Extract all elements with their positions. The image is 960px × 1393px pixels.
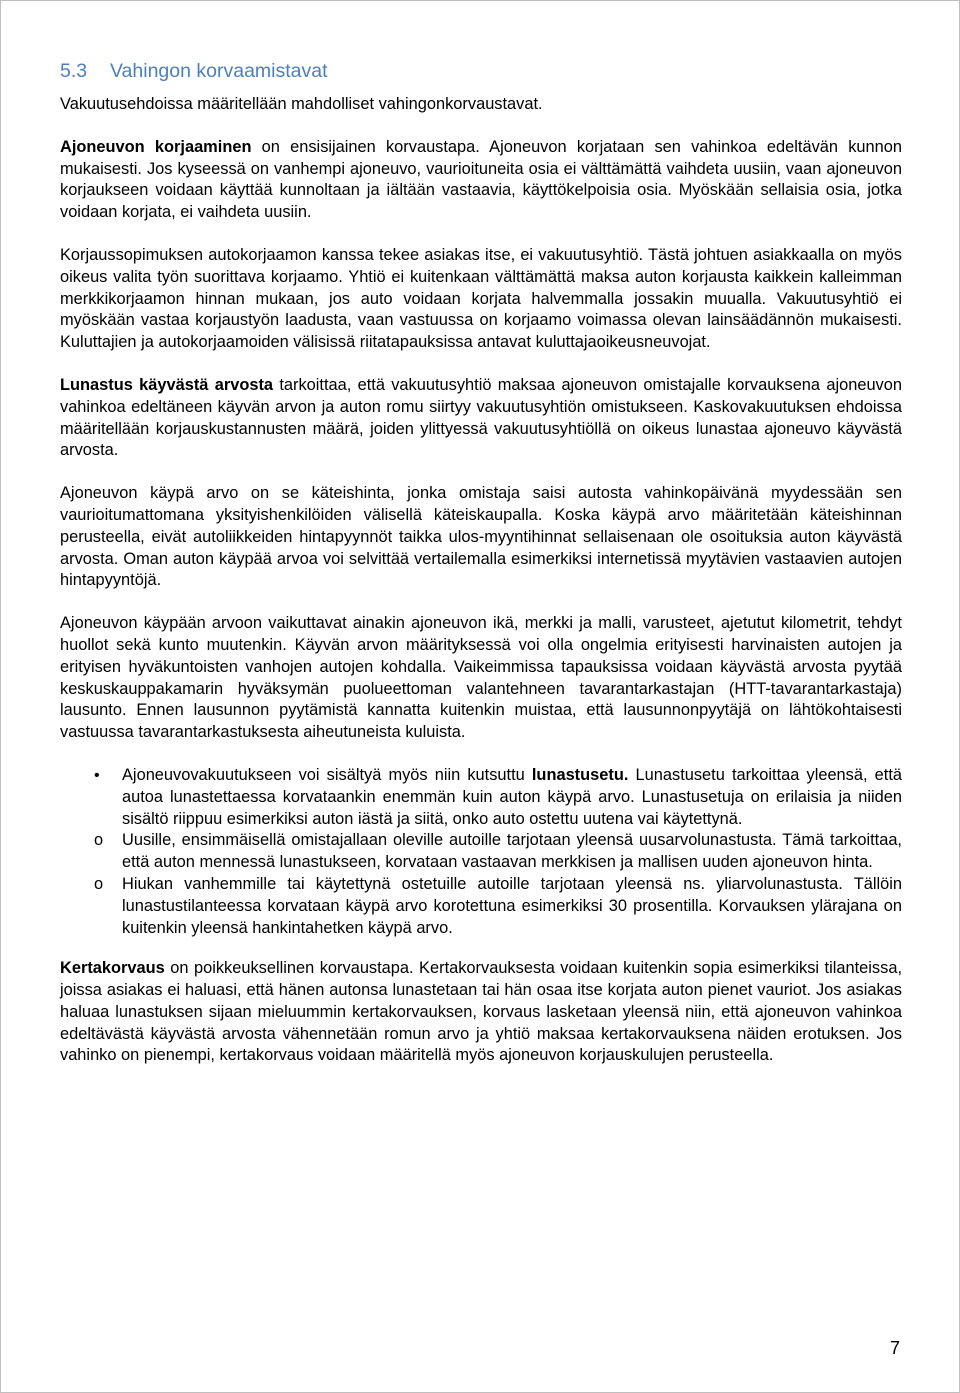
repair-term: Ajoneuvon korjaaminen: [60, 137, 252, 156]
sub-list: [94, 830, 902, 939]
section-heading: [60, 58, 902, 84]
bullet-before: Ajoneuvovakuutukseen voi sisältyä myös niin kutsuttu: [122, 765, 532, 784]
section-number: 5.3: [60, 60, 88, 82]
page-number: 7: [889, 1338, 900, 1358]
redemption-text: tarkoittaa, että vakuutusyhtiö maksaa ajoneuvon omistajalle korvauksena ajoneuvon vahinkoa edeltäneen käyvän arvon ja auton romu siirtyy vakuutusyhtiön omistukseen. Kaskovakuutuksen ehdoissa määritellään korjauskustannusten määrä, joiden ylittyessä vakuutusyhtiöllä on oikeus lunastaa ajoneuvo käyvästä arvosta.: [60, 375, 902, 460]
lump-sum-term: Kertakorvaus: [60, 959, 165, 978]
redemption-term: Lunastus käyvästä arvosta: [60, 375, 274, 394]
bullet-marker: •: [94, 766, 100, 784]
repair-text: on ensisijainen korvaustapa. Ajoneuvon korjataan sen vahinkoa edeltävän kunnon mukaisesti. Jos kyseessä on vanhempi ajoneuvo, vaurioituneita osia ei välttämättä vaihdeta uusiin, vaan ajoneuvon korjaukseen voidaan käyttää kunnoltaan ja iältään vastaavia, käyttökelpoisia osia. Myöskään sellaisia osia, jotka voidaan korjata, ei vaihdeta uusiin.: [60, 137, 902, 222]
sub-list-item: [60, 874, 902, 939]
bullet-list: [60, 765, 902, 939]
lump-sum-text: on poikkeuksellinen korvaustapa. Kertakorvauksesta voidaan kuitenkin sopia esimerkiksi tilanteissa, joissa asiakas ei haluasi, että hänen autonsa lunastetaan tai hän osaa itse korjata auton pienet vauriot. Jos asiakas haluaa lunastuksen sijaan mieluummin kertakorvauksen, korvaus lasketaan yleensä niin, että ajoneuvon vahinkoa edeltävästä käyvästä arvosta vähennetään romun arvo ja yhtiö maksaa kertakorvauksena näiden erotuksen. Jos vahinko on pienempi, kertakorvaus voidaan määritellä myös ajoneuvon korjauskulujen perusteella.: [60, 959, 902, 1065]
sub-item-text: Hiukan vanhemmille tai käytettynä ostetuille autoille tarjotaan yleensä ns. yliarvolunastusta. Tällöin lunastustilanteessa korvataan käypä arvo korotettuna esimerkiksi 30 prosentilla. Korvauksen ylärajana on kuitenkin yleensä hankintahetken käypä arvo.: [122, 874, 902, 937]
sub-item-text: Uusille, ensimmäisellä omistajallaan oleville autoille tarjotaan yleensä uusarvolunastusta. Tämä tarkoittaa, että auton mennessä lunastukseen, korvataan vastaavan merkkisen ja mallisen uuden ajoneuvon hinta.: [122, 831, 902, 872]
lump-sum-paragraph: [60, 958, 902, 1067]
list-item: [60, 765, 902, 939]
sub-marker: o: [94, 874, 104, 893]
document-body: [60, 58, 902, 1088]
intro-paragraph: Vakuutusehdoissa määritellään mahdolliset vahingonkorvaustavat.: [60, 95, 543, 113]
sub-list-item: [60, 830, 902, 874]
fair-value-paragraph: Ajoneuvon käypä arvo on se käteishinta, jonka omistaja saisi autosta vahinkopäivänä myydessään sen vaurioitumattomana yksityishenkilöiden välisellä käteiskaupalla. Koska käypä arvo määritetään käteishinnan perusteella, eivät autoliikkeiden hintapyynnöt taikka ulos-myyntihinnat sellaisenaan ole osoituksia auton käyvästä arvosta. Oman auton käypää arvoa voi selvittää vertailemalla esimerkiksi internetissä myytävien vastaavien autojen hintapyyntöjä.: [60, 484, 902, 590]
contract-paragraph: Korjaussopimuksen autokorjaamon kanssa tekee asiakas itse, ei vakuutusyhtiö. Tästä johtuen asiakkaalla on myös oikeus valita työn suorittava korjaamo. Yhtiö ei kuitenkaan välttämättä maksa auton korjausta kaikkein kalleimman merkkikorjaamon hinnan mukaan, jos auto voidaan korjata halvemmalla jossakin muualla. Vakuutusyhtiö ei myöskään vastaa korjaustyön laadusta, vaan vastuussa on korjaamo voimassa olevan lainsäädännön mukaisesti. Kuluttajien ja autokorjaamoiden välisissä riitatapauksissa antavat kuluttajaoikeusneuvojat.: [60, 245, 902, 352]
repair-paragraph: [60, 137, 902, 224]
redemption-paragraph: [60, 375, 902, 462]
sub-marker: o: [94, 831, 104, 850]
factors-paragraph: Ajoneuvon käypään arvoon vaikuttavat ainakin ajoneuvon ikä, merkki ja malli, varusteet, ajetutut kilometrit, tehdyt huollot sekä kunto muutenkin. Käyvän arvon määrityksessä voi olla ongelmia erityisesti harvinaisten autojen ja erityisen hyväkuntoisten vanhojen autojen kohdalla. Vaikeimmissa tapauksissa voidaan käyvästä arvosta pyytää keskuskauppakamarin hyväksymän puolueettoman valantehneen tavarantarkastajan (HTT-tavarantarkastaja) lausunto. Ennen lausunnon pyytämistä kannatta kuitenkin muistaa, että lausunnonpyytäjä on lähtökohtaisesti vastuussa tavarantarkastuksesta aiheutuneista kuluista.: [60, 614, 902, 742]
bullet-term: lunastusetu.: [531, 765, 629, 784]
section-title: Vahingon korvaamistavat: [110, 60, 328, 82]
bullet-after: Lunastusetu tarkoittaa yleensä, että autoa lunastettaessa korvataankin enemmän kuin auton käypä arvo. Lunastusetuja on erilaisia ja niiden sisältö riippuu esimerkiksi auton iästä ja siitä, onko auto ostettu uutena vai käytettynä.: [122, 765, 902, 828]
